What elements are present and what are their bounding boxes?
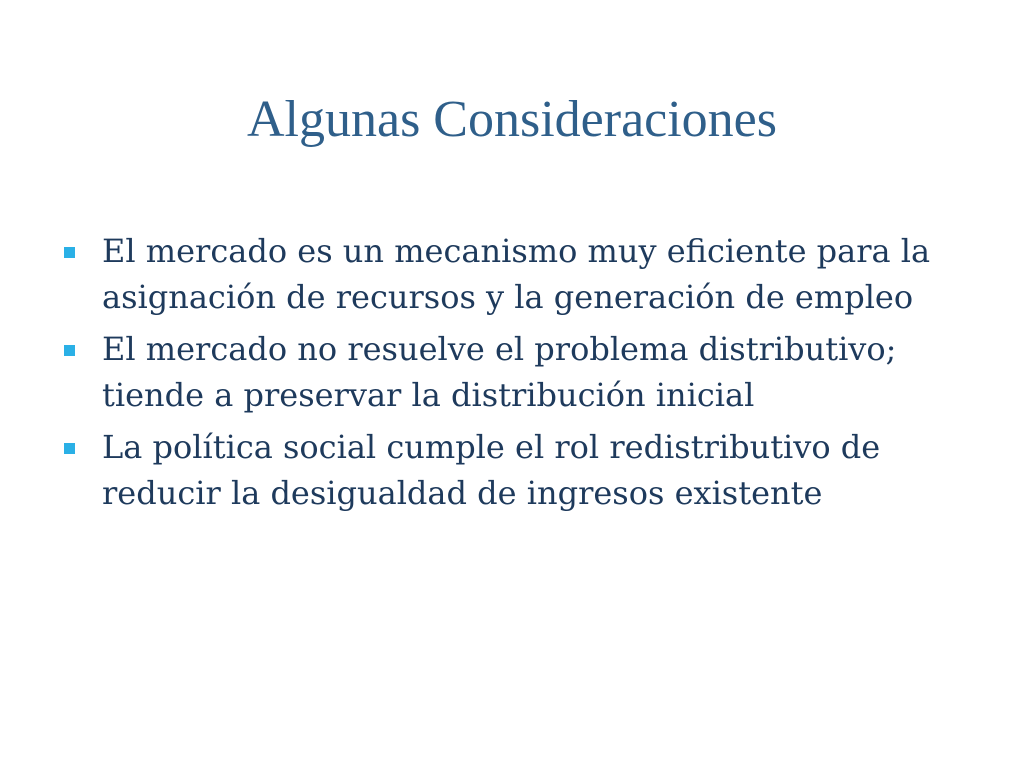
square-bullet-icon (64, 345, 75, 356)
slide-title: Algunas Consideraciones (246, 91, 777, 148)
bullet-text: El mercado no resuelve el problema distributivo; tiende a preservar la distribución inicial (102, 330, 897, 414)
bullet-item (64, 424, 964, 516)
square-bullet-icon (64, 247, 75, 258)
bullet-item (64, 326, 964, 418)
bullet-item (64, 228, 964, 320)
bullet-list (64, 228, 964, 522)
bullet-text: La política social cumple el rol redistributivo de reducir la desigualdad de ingresos existente (102, 428, 881, 512)
square-bullet-icon (64, 443, 75, 454)
bullet-text: El mercado es un mecanismo muy eficiente para la asignación de recursos y la generación de empleo (102, 232, 931, 316)
